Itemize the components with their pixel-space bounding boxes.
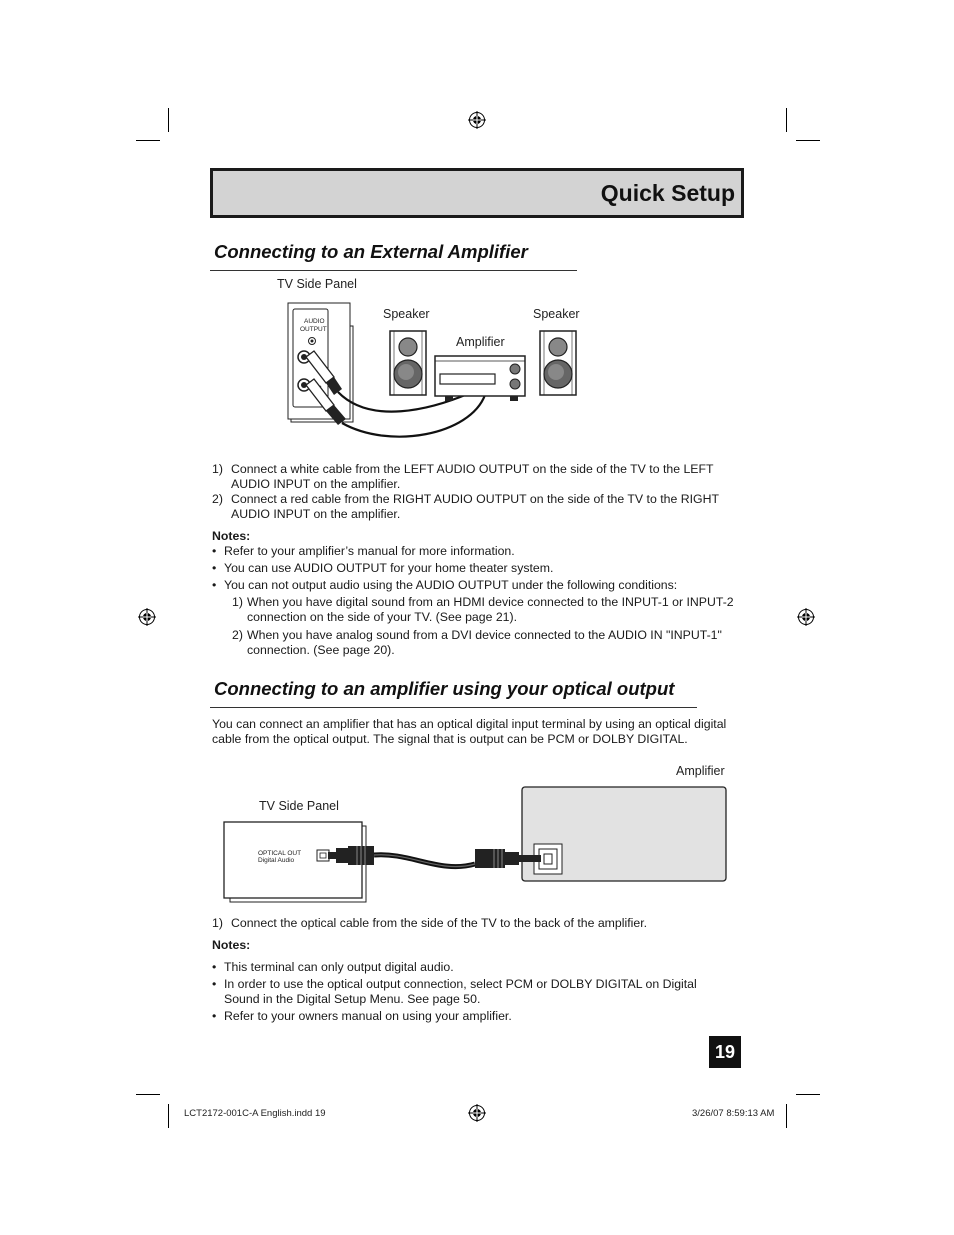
speaker-left-label: Speaker [383, 307, 430, 321]
digital-audio-label: Digital Audio [258, 857, 295, 864]
registration-mark-icon [796, 607, 816, 627]
section1-notes [212, 529, 752, 658]
tv-side-panel-label: TV Side Panel [277, 277, 357, 291]
speaker-right-label: Speaker [533, 307, 580, 321]
optical-out-label: OPTICAL OUT [258, 850, 302, 857]
crop-mark [786, 1104, 787, 1128]
list-item: • Refer to your owners manual on using your amplifier. [212, 1009, 512, 1023]
crop-mark [796, 1094, 820, 1095]
registration-mark-icon [467, 110, 487, 130]
header-banner [210, 168, 744, 218]
amplifier-icon [435, 356, 525, 401]
list-item: 1) Connect the optical cable from the side of the TV to the back of the amplifier. [212, 916, 648, 930]
list-item: 1) When you have digital sound from an HDMI device connected to the INPUT-1 or INPUT-2 connection on the side of your TV. (See page 21). [232, 595, 734, 624]
page-number: 19 [709, 1036, 741, 1068]
list-item: 1) Connect a white cable from the LEFT AUDIO OUTPUT on the side of the TV to the LEFT AUDIO INPUT on the amplifier. [212, 462, 714, 491]
speaker-left-icon [390, 331, 426, 395]
audio-output-label: OUTPUT [300, 326, 327, 333]
section-title-optical-output: Connecting to an amplifier using your optical output [214, 678, 675, 699]
crop-mark [786, 108, 787, 132]
registration-mark-icon [137, 607, 157, 627]
list-item: • You can use AUDIO OUTPUT for your home theater system. [212, 561, 554, 575]
crop-mark [796, 140, 820, 141]
notes-title: Notes: [212, 529, 251, 543]
footer-timestamp: 3/26/07 8:59:13 AM [692, 1108, 775, 1119]
registration-mark-icon [467, 1103, 487, 1123]
crop-mark [168, 108, 169, 132]
amplifier-panel [522, 787, 726, 881]
amplifier-label: Amplifier [456, 335, 505, 349]
section-title-external-amplifier: Connecting to an External Amplifier [214, 241, 528, 262]
footer-file-name: LCT2172-001C-A English.indd 19 [184, 1108, 326, 1119]
section-rule [210, 270, 577, 271]
speaker-right-icon [540, 331, 576, 395]
section-rule [210, 707, 697, 708]
optical-cable-icon [328, 846, 541, 868]
section2-steps [212, 916, 732, 931]
page-title: Quick Setup [600, 180, 735, 206]
tv-side-panel-label: TV Side Panel [259, 799, 339, 813]
list-item: • Refer to your amplifier’s manual for more information. [212, 544, 515, 558]
optical-connection-diagram [220, 782, 732, 904]
external-amplifier-diagram [280, 295, 590, 440]
amplifier-label: Amplifier [676, 764, 725, 778]
list-item: • You can not output audio using the AUDIO OUTPUT under the following conditions: [212, 578, 678, 592]
section1-steps [212, 462, 732, 522]
crop-mark [168, 1104, 169, 1128]
list-item: • In order to use the optical output connection, select PCM or DOLBY DIGITAL on Digital Sound in the Digital Setup Menu. See page 50. [212, 977, 697, 1006]
section2-intro: You can connect an amplifier that has an optical digital input terminal by using an optical digital cable from the optical output. The signal that is output can be PCM or DOLBY DIGITAL. [212, 717, 727, 746]
crop-mark [136, 1094, 160, 1095]
cable-right [342, 395, 485, 437]
audio-output-label: AUDIO [304, 318, 325, 325]
list-item: • This terminal can only output digital audio. [212, 960, 454, 974]
list-item: 2) Connect a red cable from the RIGHT AUDIO OUTPUT on the side of the TV to the RIGHT AUDIO INPUT on the amplifier. [212, 492, 719, 521]
list-item: 2) When you have analog sound from a DVI device connected to the AUDIO IN "INPUT-1" connection. (See page 20). [232, 628, 722, 657]
notes-title: Notes: [212, 938, 251, 952]
crop-mark [136, 140, 160, 141]
section2-notes [212, 938, 732, 1026]
